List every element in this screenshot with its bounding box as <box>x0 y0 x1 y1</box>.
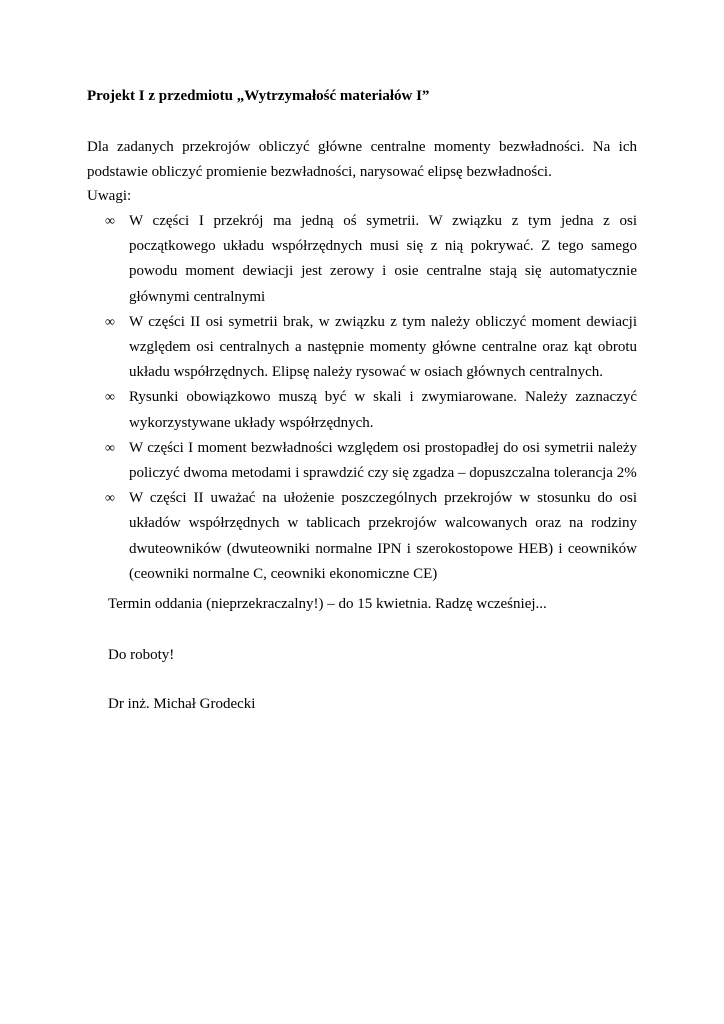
infinity-bullet-icon: ∞ <box>105 491 115 507</box>
note-item <box>87 310 637 386</box>
document-title: Projekt I z przedmiotu „Wytrzymałość materiałów I” <box>87 88 430 104</box>
note-item <box>87 436 637 486</box>
infinity-bullet-icon: ∞ <box>105 390 115 406</box>
note-text: W części I moment bezwładności względem osi prostopadłej do osi symetrii należy policzyć dwoma metodami i sprawdzić czy się zgadza – dopuszczalna tolerancja 2% <box>129 439 637 482</box>
note-item <box>87 486 637 587</box>
signature: Dr inż. Michał Grodecki <box>108 696 256 712</box>
note-item <box>87 385 637 435</box>
infinity-bullet-icon: ∞ <box>105 440 115 456</box>
call-to-action-text: Do roboty! <box>108 647 175 663</box>
note-text: W części II osi symetrii brak, w związku z tym należy obliczyć moment dewiacji względem osi centralnych a następnie momenty główne centralne oraz kąt obrotu układu współrzędnych. Elipsę należy rysować w osiach głównych centralnych. <box>129 313 637 381</box>
notes-list <box>87 209 637 587</box>
intro-paragraph: Dla zadanych przekrojów obliczyć główne centralne momenty bezwładności. Na ich podstawie obliczyć promienie bezwładności, narysować elipsę bezwładności. <box>87 139 637 180</box>
infinity-bullet-icon: ∞ <box>105 214 115 229</box>
note-text: W części I przekrój ma jedną oś symetrii. W związku z tym jedna z osi początkowego układu współrzędnych musi się z nią pokrywać. Z tego samego powodu moment dewiacji jest zerowy i osie centralne stają się automatycznie głównymi centralnymi <box>129 213 637 305</box>
deadline-text: Termin oddania (nieprzekraczalny!) – do 15 kwietnia. Radzę wcześniej... <box>108 596 547 612</box>
notes-label: Uwagi: <box>87 188 132 204</box>
note-text: W części II uważać na ułożenie poszczególnych przekrojów w stosunku do osi układów współrzędnych w tablicach przekrojów walcowanych oraz na rodziny dwuteowników (dwuteowniki normalne IPN i szerokostopowe HEB) i ceowników (ceowniki normalne C, ceowniki ekonomiczne CE) <box>129 490 637 582</box>
note-item <box>87 209 637 310</box>
note-text: Rysunki obowiązkowo muszą być w skali i zwymiarowane. Należy zaznaczyć wykorzystywane układy współrzędnych. <box>129 389 637 431</box>
infinity-bullet-icon: ∞ <box>105 314 115 330</box>
